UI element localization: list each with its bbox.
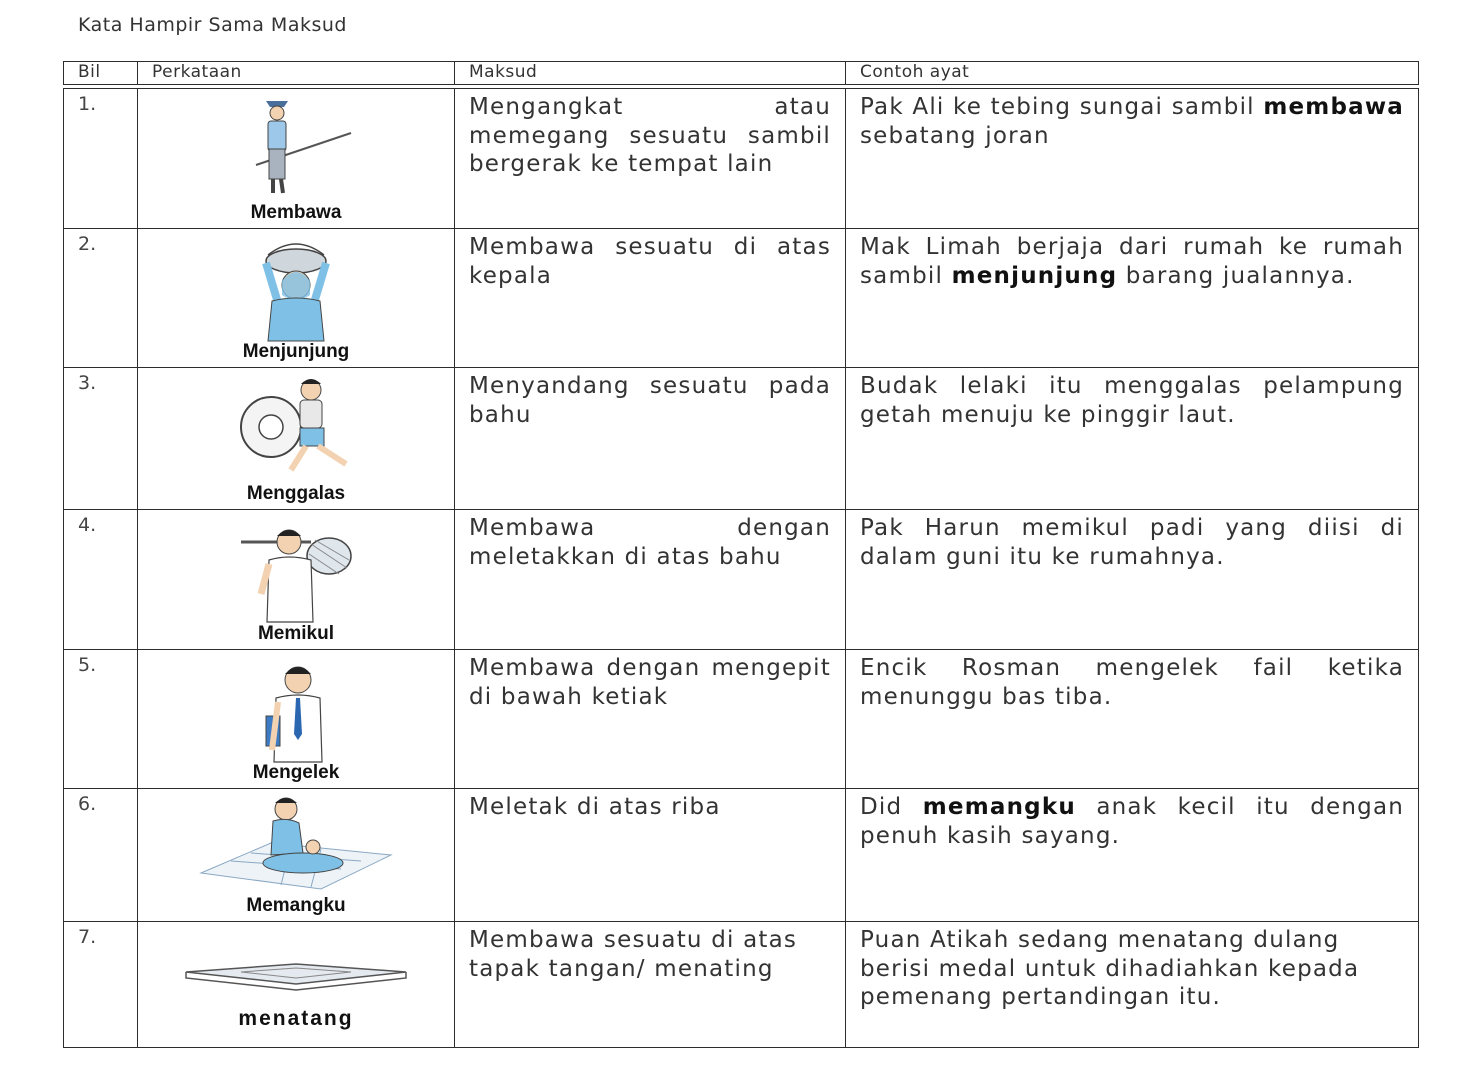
contoh-text: Did — [860, 794, 923, 820]
word-cell — [138, 229, 455, 368]
word-cell — [138, 89, 455, 229]
woman-basket-on-head-icon — [226, 233, 366, 343]
contoh-text: Pak Ali ke tebing sungai sambil — [860, 94, 1264, 120]
word-label: Memangku — [246, 895, 346, 916]
word-cell — [138, 650, 455, 789]
table-row — [64, 229, 1419, 368]
table-row — [64, 510, 1419, 650]
table-row — [64, 650, 1419, 789]
contoh-bold: menjunjung — [951, 262, 1118, 289]
man-shouldering-load-icon — [221, 514, 371, 624]
contoh-cell — [846, 229, 1419, 368]
contoh-cell — [846, 922, 1419, 1048]
word-cell — [138, 922, 455, 1048]
row-number: 5. — [64, 650, 138, 789]
woman-holding-child-icon — [191, 793, 401, 893]
page-title: Kata Hampir Sama Maksud — [78, 14, 347, 36]
contoh-cell — [846, 510, 1419, 650]
word-cell — [138, 510, 455, 650]
contoh-bold: membawa — [1263, 94, 1404, 120]
word-cell — [138, 368, 455, 510]
row-number: 4. — [64, 510, 138, 650]
row-number: 1. — [64, 89, 138, 229]
tray-icon — [181, 942, 411, 1002]
contoh-text: Encik Rosman mengelek fail ketika menunggu bas tiba. — [860, 655, 1404, 710]
man-with-file-icon — [236, 654, 356, 764]
maksud-cell: Membawa dengan meletakkan di atas bahu — [455, 510, 846, 650]
contoh-text: Puan Atikah sedang menatang dulang berisi medal untuk dihadiahkan kepada pemenang pertandingan itu. — [860, 927, 1360, 1010]
maksud-cell: Membawa sesuatu di atas kepala — [455, 229, 846, 368]
table-row — [64, 789, 1419, 922]
word-label: Mengelek — [252, 762, 340, 783]
contoh-text: Mak Limah berjaja dari rumah ke rumah sambil — [860, 234, 1404, 289]
word-label: Menjunjung — [242, 341, 350, 362]
row-number: 3. — [64, 368, 138, 510]
word-cell — [138, 789, 455, 922]
contoh-text: Budak lelaki itu menggalas pelampung getah menuju ke pinggir laut. — [860, 373, 1404, 428]
vocab-table — [63, 88, 1419, 1048]
contoh-text-end: barang jualannya. — [1117, 262, 1355, 289]
row-number: 7. — [64, 922, 138, 1048]
word-label: Memikul — [257, 623, 335, 644]
maksud-cell: Menyandang sesuatu pada bahu — [455, 368, 846, 510]
row-number: 6. — [64, 789, 138, 922]
table-row — [64, 368, 1419, 510]
header-perkataan: Perkataan — [138, 62, 455, 84]
table-row — [64, 89, 1419, 229]
word-label: Membawa — [250, 202, 342, 223]
row-number: 2. — [64, 229, 138, 368]
contoh-bold: memangku — [922, 794, 1076, 820]
maksud-cell: Membawa sesuatu di atas tapak tangan/ menating — [455, 922, 846, 1048]
boy-with-float-icon — [216, 372, 376, 482]
contoh-cell — [846, 789, 1419, 922]
contoh-cell — [846, 368, 1419, 510]
table-row — [64, 922, 1419, 1048]
maksud-cell: Membawa dengan mengepit di bawah ketiak — [455, 650, 846, 789]
header-contoh: Contoh ayat — [860, 62, 970, 82]
table-header — [63, 61, 1419, 85]
contoh-text: Pak Harun memikul padi yang diisi di dalam guni itu ke rumahnya. — [860, 515, 1404, 570]
contoh-cell — [846, 650, 1419, 789]
header-bil: Bil — [64, 62, 138, 84]
word-label: menatang — [238, 1007, 354, 1030]
contoh-text-end: sebatang joran — [860, 122, 1050, 149]
contoh-text-end: anak kecil itu dengan penuh kasih sayang. — [860, 794, 1405, 849]
maksud-cell: Meletak di atas riba — [455, 789, 846, 922]
contoh-cell — [846, 89, 1419, 229]
header-maksud: Maksud — [455, 62, 846, 84]
man-carrying-rod-icon — [226, 93, 366, 203]
maksud-cell: Mengangkat atau memegang sesuatu sambil bergerak ke tempat lain — [455, 89, 846, 229]
word-label: Menggalas — [246, 483, 346, 504]
